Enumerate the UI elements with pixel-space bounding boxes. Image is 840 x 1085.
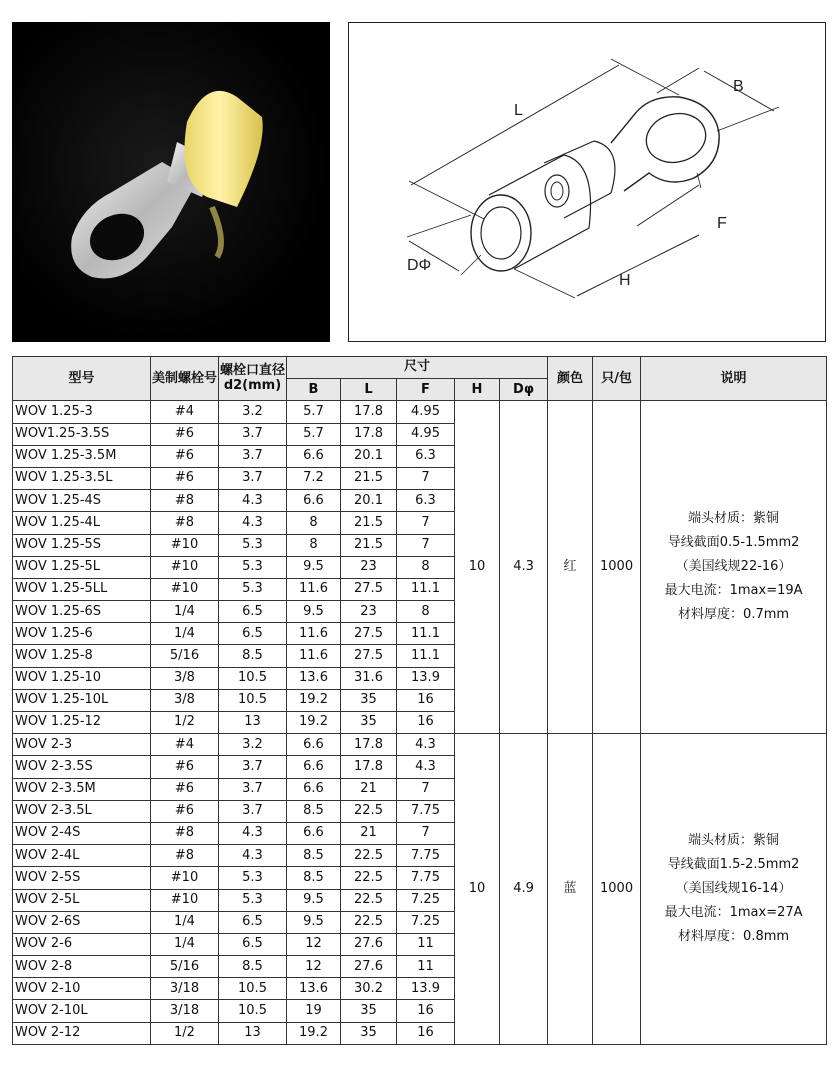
cell-model: WOV 1.25-5LL	[13, 578, 151, 600]
label-L: L	[514, 102, 523, 119]
cell-F: 7	[397, 467, 455, 489]
cell-L: 21	[341, 822, 397, 844]
cell-us-screw: #10	[151, 578, 219, 600]
header-F: F	[397, 379, 455, 401]
cell-us-screw: #10	[151, 534, 219, 556]
cell-model: WOV 1.25-4L	[13, 512, 151, 534]
note-line: 材料厚度：0.8mm	[678, 929, 790, 944]
cell-L: 21.5	[341, 534, 397, 556]
cell-color: 红	[548, 401, 593, 734]
cell-L: 27.6	[341, 933, 397, 955]
cell-F: 13.9	[397, 667, 455, 689]
cell-L: 35	[341, 1000, 397, 1022]
cell-pcs: 1000	[593, 401, 641, 734]
header-D: Dφ	[500, 379, 548, 401]
header-model: 型号	[13, 357, 151, 401]
cell-B: 6.6	[287, 490, 341, 512]
cell-B: 8	[287, 512, 341, 534]
cell-F: 8	[397, 556, 455, 578]
cell-pcs: 1000	[593, 734, 641, 1045]
cell-bolt-diameter: 6.5	[219, 933, 287, 955]
cell-F: 16	[397, 689, 455, 711]
cell-B: 19.2	[287, 712, 341, 734]
cell-bolt-diameter: 5.3	[219, 578, 287, 600]
cell-F: 7	[397, 822, 455, 844]
cell-B: 6.6	[287, 778, 341, 800]
spec-table	[12, 356, 827, 1045]
cell-B: 19	[287, 1000, 341, 1022]
header-L: L	[341, 379, 397, 401]
product-photo	[12, 22, 330, 342]
cell-model: WOV 2-12	[13, 1022, 151, 1044]
cell-F: 6.3	[397, 490, 455, 512]
note-line: 最大电流：1max=27A	[664, 905, 803, 920]
cell-model: WOV 2-4S	[13, 822, 151, 844]
cell-bolt-diameter: 10.5	[219, 978, 287, 1000]
cell-us-screw: 1/4	[151, 933, 219, 955]
header-dimensions: 尺寸	[287, 357, 548, 379]
cell-F: 7	[397, 512, 455, 534]
cell-L: 21	[341, 778, 397, 800]
cell-F: 4.95	[397, 401, 455, 423]
cell-L: 22.5	[341, 845, 397, 867]
cell-model: WOV 1.25-5S	[13, 534, 151, 556]
cell-us-screw: #6	[151, 445, 219, 467]
header-H: H	[455, 379, 500, 401]
cell-us-screw: #4	[151, 401, 219, 423]
cell-B: 5.7	[287, 423, 341, 445]
cell-bolt-diameter: 4.3	[219, 845, 287, 867]
cell-model: WOV 1.25-5L	[13, 556, 151, 578]
note-line: 最大电流：1max=19A	[664, 583, 803, 599]
cell-model: WOV 2-8	[13, 956, 151, 978]
header-bolt-diameter: 螺栓口直径d2(mm)	[219, 357, 287, 401]
header-B: B	[287, 379, 341, 401]
cell-model: WOV 1.25-6S	[13, 601, 151, 623]
cell-us-screw: 3/18	[151, 1000, 219, 1022]
cell-bolt-diameter: 6.5	[219, 911, 287, 933]
cell-L: 22.5	[341, 800, 397, 822]
note-line: 材料厚度：0.7mm	[678, 607, 790, 623]
cell-bolt-diameter: 8.5	[219, 645, 287, 667]
cell-B: 12	[287, 933, 341, 955]
cell-model: WOV 2-3.5L	[13, 800, 151, 822]
cell-bolt-diameter: 10.5	[219, 1000, 287, 1022]
spec-table-body	[13, 401, 827, 1044]
note-line: 端头材质：紫铜	[688, 511, 780, 527]
label-B: B	[733, 78, 744, 95]
header-us-screw: 美制螺栓号	[151, 357, 219, 401]
cell-us-screw: 1/4	[151, 623, 219, 645]
cell-B: 6.6	[287, 822, 341, 844]
cell-F: 11	[397, 933, 455, 955]
cell-bolt-diameter: 5.3	[219, 867, 287, 889]
cell-model: WOV 2-3.5S	[13, 756, 151, 778]
cell-F: 8	[397, 601, 455, 623]
cell-L: 27.6	[341, 956, 397, 978]
cell-model: WOV1.25-3.5S	[13, 423, 151, 445]
table-row	[13, 401, 827, 423]
cell-model: WOV 1.25-4S	[13, 490, 151, 512]
cell-bolt-diameter: 13	[219, 1022, 287, 1044]
cell-model: WOV 1.25-3.5L	[13, 467, 151, 489]
header-note: 说明	[641, 357, 827, 401]
cell-bolt-diameter: 5.3	[219, 556, 287, 578]
cell-bolt-diameter: 3.7	[219, 778, 287, 800]
dimension-diagram	[348, 22, 826, 342]
cell-L: 17.8	[341, 756, 397, 778]
cell-B: 8	[287, 534, 341, 556]
cell-model: WOV 1.25-8	[13, 645, 151, 667]
cell-F: 11.1	[397, 623, 455, 645]
cell-L: 17.8	[341, 423, 397, 445]
cell-B: 6.6	[287, 445, 341, 467]
cell-bolt-diameter: 10.5	[219, 689, 287, 711]
cell-F: 7.25	[397, 911, 455, 933]
cell-note	[641, 734, 827, 1045]
cell-us-screw: 3/8	[151, 667, 219, 689]
cell-model: WOV 1.25-10L	[13, 689, 151, 711]
cell-B: 11.6	[287, 578, 341, 600]
note-line: （美国线规22-16）	[675, 559, 792, 575]
cell-B: 9.5	[287, 556, 341, 578]
cell-L: 21.5	[341, 467, 397, 489]
cell-bolt-diameter: 4.3	[219, 512, 287, 534]
cell-H: 10	[455, 401, 500, 734]
cell-us-screw: #8	[151, 490, 219, 512]
cell-model: WOV 1.25-3	[13, 401, 151, 423]
cell-bolt-diameter: 13	[219, 712, 287, 734]
cell-D: 4.3	[500, 401, 548, 734]
cell-B: 5.7	[287, 401, 341, 423]
cell-F: 13.9	[397, 978, 455, 1000]
cell-us-screw: #4	[151, 734, 219, 756]
cell-bolt-diameter: 3.2	[219, 401, 287, 423]
cell-F: 7.75	[397, 800, 455, 822]
cell-model: WOV 1.25-10	[13, 667, 151, 689]
cell-B: 9.5	[287, 911, 341, 933]
cell-bolt-diameter: 6.5	[219, 623, 287, 645]
cell-us-screw: 1/4	[151, 601, 219, 623]
cell-bolt-diameter: 10.5	[219, 667, 287, 689]
cell-note	[641, 401, 827, 734]
cell-us-screw: #6	[151, 756, 219, 778]
label-D: DΦ	[407, 257, 432, 274]
cell-L: 23	[341, 601, 397, 623]
note-line: 导线截面0.5-1.5mm2	[667, 535, 800, 551]
cell-B: 11.6	[287, 645, 341, 667]
cell-L: 27.5	[341, 645, 397, 667]
cell-us-screw: #10	[151, 889, 219, 911]
cell-bolt-diameter: 6.5	[219, 601, 287, 623]
cell-model: WOV 2-6S	[13, 911, 151, 933]
cell-us-screw: #6	[151, 467, 219, 489]
cell-us-screw: #10	[151, 556, 219, 578]
cell-L: 35	[341, 689, 397, 711]
cell-us-screw: 5/16	[151, 956, 219, 978]
cell-B: 11.6	[287, 623, 341, 645]
cell-L: 20.1	[341, 490, 397, 512]
cell-F: 11	[397, 956, 455, 978]
cell-bolt-diameter: 5.3	[219, 889, 287, 911]
cell-bolt-diameter: 3.7	[219, 800, 287, 822]
cell-L: 23	[341, 556, 397, 578]
cell-L: 17.8	[341, 734, 397, 756]
cell-us-screw: #6	[151, 423, 219, 445]
cell-L: 22.5	[341, 867, 397, 889]
cell-us-screw: #8	[151, 512, 219, 534]
cell-model: WOV 2-10L	[13, 1000, 151, 1022]
cell-bolt-diameter: 3.7	[219, 445, 287, 467]
cell-B: 13.6	[287, 978, 341, 1000]
cell-bolt-diameter: 5.3	[219, 534, 287, 556]
header-pcs: 只/包	[593, 357, 641, 401]
cell-B: 19.2	[287, 689, 341, 711]
cell-bolt-diameter: 3.7	[219, 423, 287, 445]
cell-bolt-diameter: 3.7	[219, 756, 287, 778]
cell-model: WOV 2-6	[13, 933, 151, 955]
cell-B: 6.6	[287, 756, 341, 778]
cell-model: WOV 2-10	[13, 978, 151, 1000]
cell-bolt-diameter: 8.5	[219, 956, 287, 978]
cell-model: WOV 1.25-12	[13, 712, 151, 734]
cell-F: 16	[397, 1000, 455, 1022]
cell-L: 20.1	[341, 445, 397, 467]
cell-B: 8.5	[287, 845, 341, 867]
cell-us-screw: 5/16	[151, 645, 219, 667]
label-H: H	[619, 272, 631, 289]
cell-us-screw: 1/4	[151, 911, 219, 933]
cell-F: 4.3	[397, 734, 455, 756]
cell-B: 13.6	[287, 667, 341, 689]
cell-F: 4.3	[397, 756, 455, 778]
cell-model: WOV 2-3.5M	[13, 778, 151, 800]
cell-B: 8.5	[287, 867, 341, 889]
cell-F: 7	[397, 778, 455, 800]
cell-F: 16	[397, 712, 455, 734]
cell-L: 22.5	[341, 911, 397, 933]
ring-terminal-drawing	[349, 23, 827, 343]
cell-us-screw: 1/2	[151, 1022, 219, 1044]
cell-color: 蓝	[548, 734, 593, 1045]
note-line: 端头材质：紫铜	[688, 833, 780, 848]
cell-D: 4.9	[500, 734, 548, 1045]
cell-us-screw: #8	[151, 822, 219, 844]
cell-L: 21.5	[341, 512, 397, 534]
cell-model: WOV 1.25-3.5M	[13, 445, 151, 467]
cell-B: 9.5	[287, 601, 341, 623]
cell-bolt-diameter: 4.3	[219, 822, 287, 844]
cell-L: 35	[341, 712, 397, 734]
cell-L: 27.5	[341, 578, 397, 600]
cell-H: 10	[455, 734, 500, 1045]
cell-us-screw: 3/18	[151, 978, 219, 1000]
cell-L: 22.5	[341, 889, 397, 911]
cell-bolt-diameter: 3.2	[219, 734, 287, 756]
cell-L: 31.6	[341, 667, 397, 689]
note-line: （美国线规16-14）	[675, 881, 792, 896]
header-color: 颜色	[548, 357, 593, 401]
cell-L: 17.8	[341, 401, 397, 423]
ring-terminal-photo	[12, 22, 330, 342]
cell-B: 19.2	[287, 1022, 341, 1044]
cell-B: 9.5	[287, 889, 341, 911]
cell-L: 35	[341, 1022, 397, 1044]
cell-bolt-diameter: 4.3	[219, 490, 287, 512]
cell-F: 11.1	[397, 578, 455, 600]
cell-F: 16	[397, 1022, 455, 1044]
cell-B: 8.5	[287, 800, 341, 822]
cell-bolt-diameter: 3.7	[219, 467, 287, 489]
cell-B: 6.6	[287, 734, 341, 756]
cell-B: 12	[287, 956, 341, 978]
cell-us-screw: #8	[151, 845, 219, 867]
cell-F: 7	[397, 534, 455, 556]
cell-us-screw: #6	[151, 800, 219, 822]
cell-F: 7.75	[397, 867, 455, 889]
cell-us-screw: 3/8	[151, 689, 219, 711]
cell-F: 7.25	[397, 889, 455, 911]
cell-model: WOV 2-5L	[13, 889, 151, 911]
cell-model: WOV 2-5S	[13, 867, 151, 889]
cell-F: 11.1	[397, 645, 455, 667]
cell-model: WOV 2-3	[13, 734, 151, 756]
cell-B: 7.2	[287, 467, 341, 489]
cell-F: 6.3	[397, 445, 455, 467]
cell-model: WOV 2-4L	[13, 845, 151, 867]
label-F: F	[717, 215, 727, 232]
cell-us-screw: 1/2	[151, 712, 219, 734]
cell-us-screw: #10	[151, 867, 219, 889]
note-line: 导线截面1.5-2.5mm2	[667, 857, 800, 872]
cell-model: WOV 1.25-6	[13, 623, 151, 645]
cell-F: 7.75	[397, 845, 455, 867]
cell-L: 27.5	[341, 623, 397, 645]
cell-us-screw: #6	[151, 778, 219, 800]
cell-L: 30.2	[341, 978, 397, 1000]
cell-F: 4.95	[397, 423, 455, 445]
table-row	[13, 734, 827, 756]
